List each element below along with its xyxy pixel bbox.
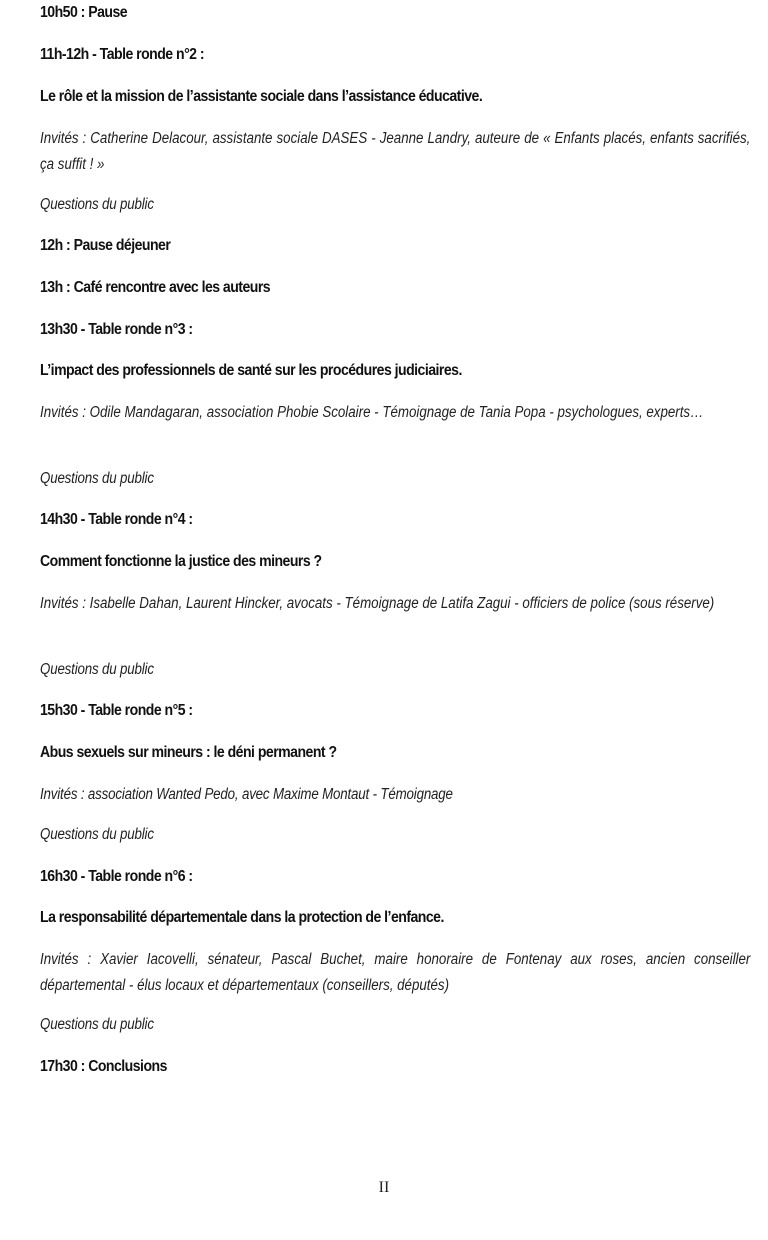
- schedule-roundtable-2-heading: 11h-12h - Table ronde n°2 :: [40, 46, 205, 63]
- schedule-roundtable-4-heading: 14h30 - Table ronde n°4 :: [40, 511, 193, 528]
- schedule-conclusions: 17h30 : Conclusions: [40, 1058, 167, 1075]
- schedule-time-pause: 10h50 : Pause: [40, 4, 128, 21]
- schedule-roundtable-6-guests: Invités : Xavier Iacovelli, sénateur, Pascal Buchet, maire honoraire de Fontenay aux roses, ancien conseiller départemental - élus locaux et départementaux (conseillers, députés): [40, 951, 751, 994]
- schedule-roundtable-3-guests: Invités : Odile Mandagaran, association Phobie Scolaire - Témoignage de Tania Popa - psychologues, experts…: [40, 404, 704, 421]
- schedule-roundtable-4-topic: Comment fonctionne la justice des mineurs ?: [40, 553, 322, 570]
- schedule-roundtable-6-topic: La responsabilité départementale dans la protection de l’enfance.: [40, 909, 444, 926]
- page-number: II: [378, 1179, 390, 1196]
- schedule-roundtable-2-guests: Invités : Catherine Delacour, assistante sociale DASES - Jeanne Landry, auteure de « Enfants placés, enfants sacrifiés, ça suffit ! »: [40, 130, 751, 173]
- schedule-roundtable-4-questions: Questions du public: [40, 661, 154, 678]
- schedule-roundtable-2-questions: Questions du public: [40, 196, 154, 213]
- schedule-roundtable-5-topic: Abus sexuels sur mineurs : le déni permanent ?: [40, 744, 337, 761]
- schedule-roundtable-5-heading: 15h30 - Table ronde n°5 :: [40, 702, 193, 719]
- schedule-roundtable-2-topic: Le rôle et la mission de l’assistante sociale dans l’assistance éducative.: [40, 88, 483, 105]
- schedule-roundtable-5-guests: Invités : association Wanted Pedo, avec Maxime Montaut - Témoignage: [40, 786, 453, 803]
- schedule-roundtable-3-questions: Questions du public: [40, 470, 154, 487]
- schedule-roundtable-5-questions: Questions du public: [40, 826, 154, 843]
- schedule-roundtable-6-heading: 16h30 - Table ronde n°6 :: [40, 868, 193, 885]
- schedule-cafe-meeting: 13h : Café rencontre avec les auteurs: [40, 279, 271, 296]
- schedule-lunch-break: 12h : Pause déjeuner: [40, 237, 171, 254]
- schedule-roundtable-3-topic: L’impact des professionnels de santé sur les procédures judiciaires.: [40, 362, 462, 379]
- schedule-roundtable-6-questions: Questions du public: [40, 1016, 154, 1033]
- schedule-roundtable-3-heading: 13h30 - Table ronde n°3 :: [40, 321, 193, 338]
- schedule-roundtable-4-guests: Invités : Isabelle Dahan, Laurent Hincker, avocats - Témoignage de Latifa Zagui - officiers de police (sous réserve): [40, 595, 715, 612]
